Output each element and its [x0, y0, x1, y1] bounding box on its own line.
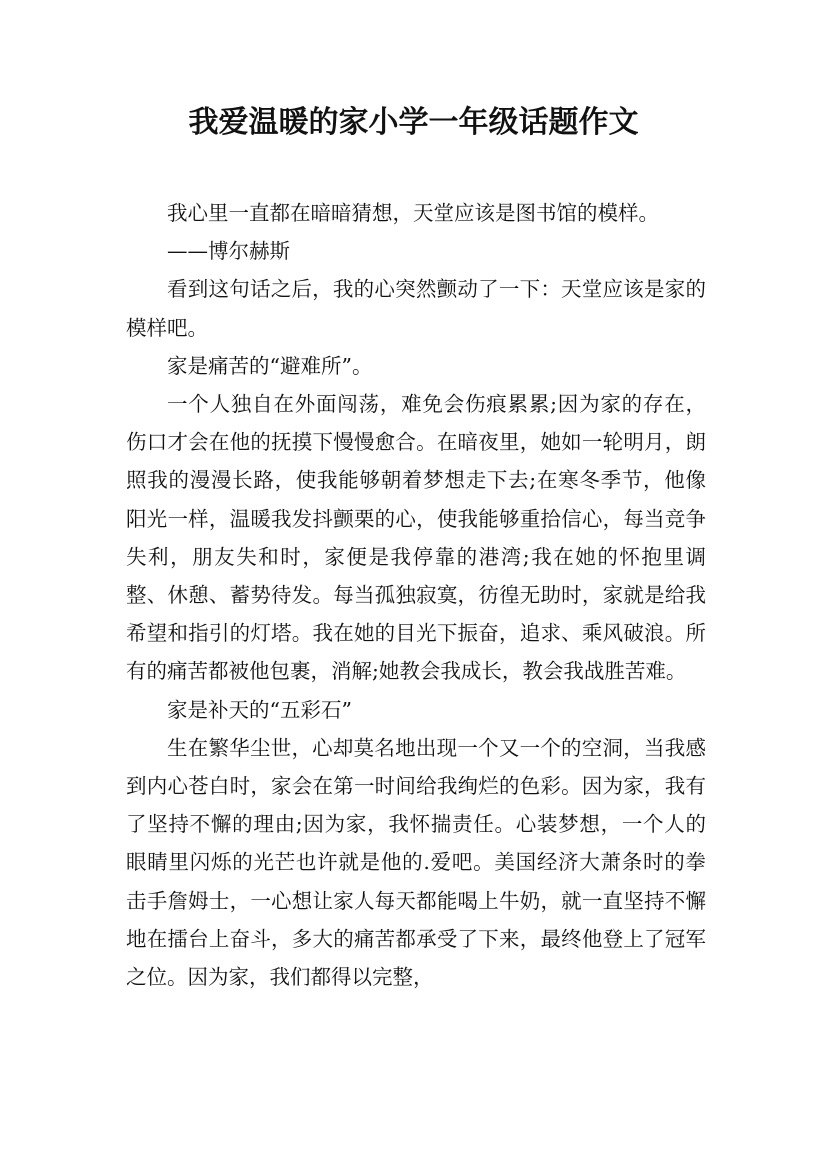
document-title: 我爱温暖的家小学一年级话题作文	[188, 105, 639, 140]
paragraph-intro: 看到这句话之后，我的心突然颤动了一下：天堂应该是家的模样吧。	[126, 277, 706, 340]
paragraph-refuge: 一个人独自在外面闯荡，难免会伤痕累累;因为家的存在，伤口才会在他的抚摸下慢慢愈合。在暗夜里，她如一轮明月，朗照我的漫漫长路，使我能够朝着梦想走下去;在寒冬季节，他像阳光一样，温暖我发抖颤栗的心，使我能够重拾信心，每当竞争失利，朋友失和时，家便是我停靠的港湾;我在她的怀抱里调整、休憩、蓄势待发。每当孤独寂寞，彷徨无助时，家就是给我希望和指引的灯塔。我在她的目光下振奋，追求、乘风破浪。所有的痛苦都被他包裹，消解;她教会我成长，教会我战胜苦难。	[126, 392, 706, 684]
section-heading-refuge: 家是痛苦的“避难所”。	[167, 353, 373, 378]
paragraph-quote-author: ——博尔赫斯	[167, 239, 290, 264]
section-heading-stone: 家是补天的“五彩石”	[167, 697, 352, 722]
document-body	[126, 194, 706, 996]
paragraph-stone: 生在繁华尘世，心却莫名地出现一个又一个的空洞，当我感到内心苍白时，家会在第一时间给我绚烂的色彩。因为家，我有了坚持不懈的理由;因为家，我怀揣责任。心装梦想，一个人的眼睛里闪烁的光芒也许就是他的.爱吧。美国经济大萧条时的拳击手詹姆士，一心想让家人每天都能喝上牛奶，就一直坚持不懈地在擂台上奋斗，多大的痛苦都承受了下来，最终他登上了冠军之位。因为家，我们都得以完整，	[126, 735, 706, 990]
paragraph-quote: 我心里一直都在暗暗猜想，天堂应该是图书馆的模样。	[167, 201, 659, 225]
